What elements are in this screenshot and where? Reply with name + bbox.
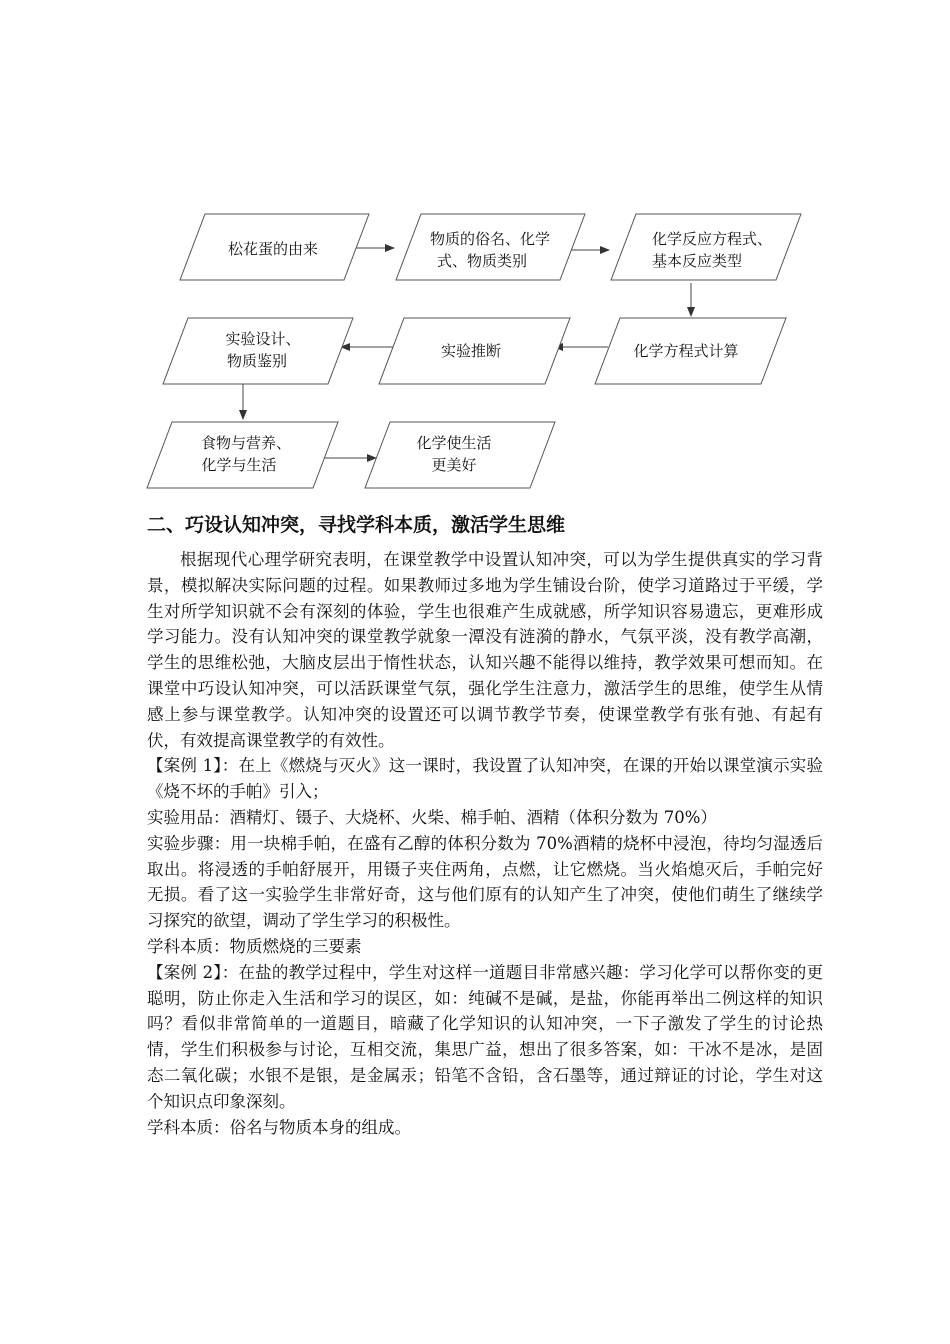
svg-text:化学使生活: 化学使生活 [416, 434, 492, 452]
flowchart [0, 0, 950, 500]
svg-text:化学与生活: 化学与生活 [201, 456, 277, 474]
case-1-paragraph: 【案例 1】：在上《燃烧与灭火》这一课时，我设置了认知冲突，在课的开始以课堂演示实验《烧不坏的手帕》引入； [147, 756, 823, 802]
essence-1-paragraph: 学科本质：物质燃烧的三要素 [147, 936, 362, 956]
svg-text:化学反应方程式、: 化学反应方程式、 [651, 230, 773, 248]
flow-node-origin [180, 214, 369, 280]
svg-text:物质的俗名、化学: 物质的俗名、化学 [429, 230, 551, 248]
steps-paragraph: 实验步骤：用一块棉手帕，在盛有乙醇的体积分数为 70%酒精的烧杯中浸泡，待均匀湿透后取出。将浸透的手帕舒展开，用镊子夹住两角，点燃，让它燃烧。当火焰熄灭后，手帕完好无损。看了这一实验学生非常好奇，这与他们原有的认知产生了冲突，使他们萌生了继续学习探究的欲望，调动了学生学习的积极性。 [147, 833, 823, 931]
flow-node-calculation [595, 318, 786, 384]
section-heading: 二、巧设认知冲突，寻找学科本质，激活学生思维 [147, 514, 566, 536]
svg-text:式、物质类别: 式、物质类别 [436, 252, 528, 270]
case-2-paragraph: 【案例 2】：在盐的教学过程中，学生对这样一道题目非常感兴趣：学习化学可以帮你变的更聪明，防止你走入生活和学习的误区，如：纯碱不是碱，是盐，你能再举出二例这样的知识吗？看似非常简单的一道题目，暗藏了化学知识的认知冲突，一下子激发了学生的讨论热情，学生们积极参与讨论，互相交流，集思广益，想出了很多答案，如：干冰不是冰，是固态二氧化碳；水银不是银，是金属汞；铅笔不含铅，含石墨等，通过辩证的讨论，学生对这个知识点印象深刻。 [147, 962, 823, 1111]
flow-node-better-life [365, 422, 555, 488]
flow-node-equations [611, 214, 801, 280]
essence-2-paragraph: 学科本质：俗名与物质本身的组成。 [147, 1117, 411, 1137]
svg-text:物质鉴别: 物质鉴别 [226, 352, 288, 370]
section-body [147, 547, 823, 1140]
svg-text:基本反应类型: 基本反应类型 [651, 252, 743, 270]
svg-text:食物与营养、: 食物与营养、 [200, 434, 292, 452]
svg-text:化学方程式计算: 化学方程式计算 [633, 342, 739, 360]
flow-node-inference [379, 318, 570, 384]
flow-node-names-formula [396, 214, 585, 280]
flow-node-experiment-design [163, 318, 353, 384]
svg-text:实验设计、: 实验设计、 [225, 330, 301, 348]
svg-text:松花蛋的由来: 松花蛋的由来 [227, 240, 319, 258]
svg-text:实验推断: 实验推断 [440, 342, 502, 360]
flow-node-food-life [147, 422, 338, 488]
intro-paragraph: 根据现代心理学研究表明，在课堂教学中设置认知冲突，可以为学生提供真实的学习背景，模拟解决实际问题的过程。如果教师过多地为学生铺设台阶，使学习道路过于平缓，学生对所学知识就不会有深刻的体验，学生也很难产生成就感，所学知识容易遗忘，更难形成学习能力。没有认知冲突的课堂教学就象一潭没有涟漪的静水，气氛平淡，没有教学高潮，学生的思维松弛，大脑皮层出于惰性状态，认知兴趣不能得以维持，教学效果可想而知。在课堂中巧设认知冲突，可以活跃课堂气氛，强化学生注意力，激活学生的思维，使学生从情感上参与课堂教学。认知冲突的设置还可以调节教学节奏，使课堂教学有张有弛、有起有伏，有效提高课堂教学的有效性。 [147, 550, 823, 750]
materials-paragraph: 实验用品：酒精灯、镊子、大烧杯、火柴、棉手帕、酒精（体积分数为 70%） [147, 807, 717, 827]
svg-text:更美好: 更美好 [431, 456, 477, 474]
